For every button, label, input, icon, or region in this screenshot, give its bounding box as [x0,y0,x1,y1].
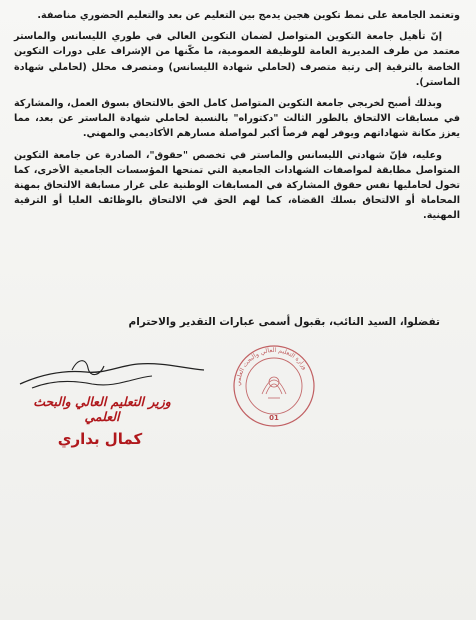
minister-title: وزير التعليم العالي والبحث العلمي [33,394,171,424]
stamp-emblem [262,377,286,398]
stamp-ring-text: وزارة التعليم العالي والبحث العلمي [234,346,309,387]
minister-name: كمال بداري [57,430,143,448]
paragraph-accreditation: إنّ تأهيل جامعة التكوين المتواصل لضمان التكوين العالي في طوري الليسانس والماستر معتمد من طرف المديرية العامة للوظيفة العمومية، ما مكّنها من الإشراف على دورات التكوين الخاصة بالترقية إلى رتبة متصرف (لحاملي شهادة الليسانس) ومتصرف محلل (لحاملي شهادة الماستر). [14,31,460,88]
paragraph-law-degrees: وعليه، فإنّ شهادتي الليسانس والماستر في تخصص "حقوق"، الصادرة عن جامعة التكوين المتواصل مطابقة لمواصفات الشهادات الجامعية التي تمنحها المؤسسات الجامعية الأخرى، كما تخول لحامليها نفس حقوق المشاركة في المسابقات الوطنية على غرار مسابقة الالتحاق بمهنة المحاماة أو الالتحاق بسلك القضاة، كما لهم الحق في الالتحاق بالوظائف العليا أو الترقية المهنية. [14,149,460,222]
official-stamp [232,336,316,436]
stamp-number: 01 [269,414,279,422]
closing-salutation: تفضلوا، السيد النائب، بقبول أسمى عبارات التقدير والاحترام [128,316,440,328]
paragraph-graduate-rights: وبذلك أصبح لخريجي جامعة التكوين المتواصل كامل الحق بالالتحاق بسوق العمل، والمشاركة في مسابقات الالتحاق بالطور الثالث "دكتوراه" بالنسبة لحاملي شهادة الماستر عن بعد، مما يعزز مكانة شهاداتهم ويوفر لهم فرصاً أكبر لمواصلة مسارهم الأكاديمي والمهني. [14,98,460,140]
paragraph-hybrid-training: وتعتمد الجامعة على نمط تكوين هجين يدمج بين التعليم عن بعد والتعليم الحضوري مناصفة. [37,10,460,21]
letter-body [14,8,460,230]
